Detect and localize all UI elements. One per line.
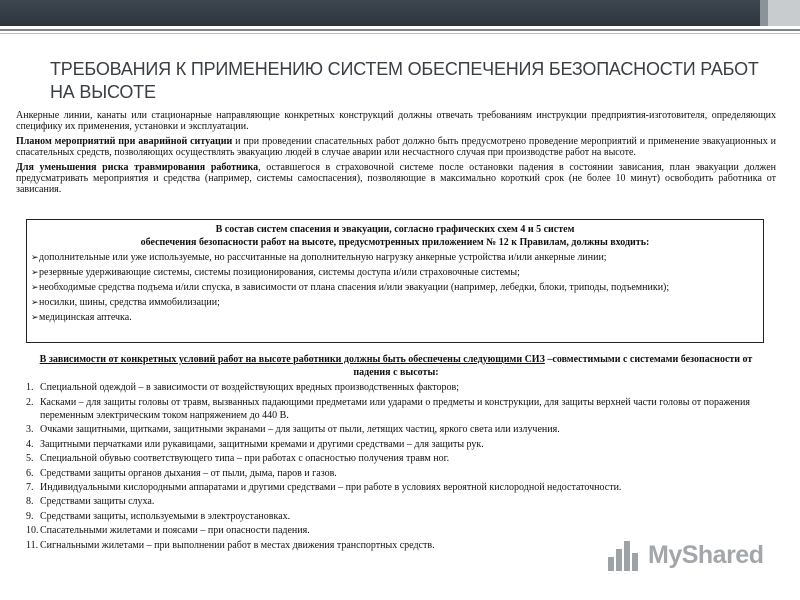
list-item-text: медицинская аптечка. bbox=[39, 312, 132, 323]
list-item-text: необходимые средства подъема и/или спуска, в зависимости от плана спасения и/или эвакуации (например, лебедки, блоки, триподы, подъемники); bbox=[39, 282, 670, 293]
item-number: 1. bbox=[26, 382, 34, 394]
item-number: 4. bbox=[26, 438, 34, 450]
list-item-text: Средствами защиты органов дыхания – от пыли, дыма, паров и газов. bbox=[40, 467, 337, 479]
list-item bbox=[26, 381, 766, 394]
intro-paragraph-2-text: и при проведении спасательных работ должно быть предусмотрено проведение мероприятий и применение эвакуационных и спасательных средств, позволяющих осуществлять эвакуацию людей в случае аварии или несчастного случая при производстве работ на высоте. bbox=[16, 135, 776, 159]
ppe-title-underlined: В зависимости от конкретных условий работ на высоте работники должны быть обеспечены следующими СИЗ bbox=[39, 354, 545, 365]
decorative-rule bbox=[0, 29, 800, 31]
list-item-text: дополнительные или уже используемые, но рассчитанные на дополнительную нагрузку анкерные устройства и/или анкерные линии; bbox=[39, 252, 607, 263]
intro-paragraph-1: Анкерные линии, канаты или стационарные направляющие конкретных конструкций должны отвечать требованиям инструкции предприятия-изготовителя, определяющих специфику их применения, установки и эксплуатации. bbox=[16, 110, 776, 133]
list-item-text: Сигнальными жилетами – при выполнении работ в местах движения транспортных средств. bbox=[40, 539, 435, 551]
arrow-bullet-icon: ➢ bbox=[31, 267, 39, 277]
list-item bbox=[26, 495, 766, 508]
intro-paragraph-2 bbox=[16, 136, 776, 159]
item-number: 11. bbox=[26, 539, 39, 551]
header-accent-tab bbox=[760, 0, 800, 26]
slide-title: ТРЕБОВАНИЯ К ПРИМЕНЕНИЮ СИСТЕМ ОБЕСПЕЧЕНИЯ БЕЗОПАСНОСТИ РАБОТ НА ВЫСОТЕ bbox=[50, 59, 759, 102]
list-item-text: Индивидуальными кислородными аппаратами и другими средствами – при работе в условиях вероятной кислородной недостаточности. bbox=[40, 481, 622, 493]
ppe-list bbox=[26, 381, 766, 551]
list-item bbox=[31, 311, 759, 324]
intro-paragraph-3-lead: Для уменьшения риска травмирования работника bbox=[16, 161, 259, 173]
list-item bbox=[26, 467, 766, 480]
list-item-text: резервные удерживающие системы, системы позиционирования, системы доступа и/или страховочные системы; bbox=[39, 267, 520, 278]
item-number: 9. bbox=[26, 510, 34, 522]
list-item-text: Специальной одеждой – в зависимости от воздействующих вредных производственных факторов; bbox=[40, 382, 459, 394]
box-title-line-2: обеспечения безопасности работ на высоте, предусмотренных приложением № 12 к Правилам, должны входить: bbox=[140, 237, 650, 248]
item-number: 7. bbox=[26, 481, 34, 493]
list-item bbox=[26, 510, 766, 523]
decorative-rule-thin bbox=[0, 33, 800, 34]
item-number: 5. bbox=[26, 453, 34, 465]
list-item-text: Касками – для защиты головы от травм, вызванных падающими предметами или ударами о предметы и конструкции, для защиты верхней части головы от поражения переменным электрическим током напряжением до 440 В. bbox=[40, 396, 750, 421]
list-item bbox=[26, 481, 766, 494]
item-number: 2. bbox=[26, 396, 34, 408]
bar-chart-icon bbox=[606, 539, 642, 571]
box-title-line-1: В состав систем спасения и эвакуации, согласно графических схем 4 и 5 систем bbox=[215, 224, 575, 235]
intro-paragraph-3 bbox=[16, 162, 776, 196]
intro-paragraph-2-lead: Планом мероприятий при аварийной ситуации bbox=[16, 135, 233, 147]
arrow-bullet-icon: ➢ bbox=[31, 312, 39, 322]
list-item bbox=[26, 438, 766, 451]
list-item-text: Средствами защиты, используемыми в электроустановках. bbox=[40, 510, 291, 522]
list-item-text: Очками защитными, щитками, защитными экранами – для защиты от пыли, летящих частиц, яркого света или излучения. bbox=[40, 424, 560, 436]
arrow-bullet-icon: ➢ bbox=[31, 282, 39, 292]
list-item-text: Средствами защиты слуха. bbox=[40, 496, 155, 508]
list-item bbox=[31, 281, 759, 294]
item-number: 10. bbox=[26, 525, 39, 537]
list-item-text: носилки, шины, средства иммобилизации; bbox=[39, 297, 220, 308]
ppe-title bbox=[26, 353, 766, 379]
list-item bbox=[31, 296, 759, 309]
myshared-logo[interactable] bbox=[606, 535, 771, 575]
list-item-text: Спасательными жилетами и поясами – при опасности падения. bbox=[40, 525, 310, 537]
arrow-bullet-icon: ➢ bbox=[31, 252, 39, 262]
item-number: 3. bbox=[26, 424, 34, 436]
rescue-systems-list bbox=[31, 251, 759, 324]
intro-paragraph-3-text: , оставшегося в страховочной системе после остановки падения в состоянии зависания, план эвакуации должен предусматривать мероприятия и средства (например, системы самоспасения), позволяющие в максимально короткий срок (не более 10 минут) освободить работника от зависания. bbox=[16, 161, 776, 196]
arrow-bullet-icon: ➢ bbox=[31, 297, 39, 307]
rescue-systems-box bbox=[26, 219, 764, 343]
ppe-title-rest: –совместимыми с системами безопасности от падения с высоты: bbox=[353, 354, 753, 379]
list-item bbox=[26, 396, 766, 422]
list-item bbox=[26, 423, 766, 436]
header-band bbox=[0, 0, 800, 26]
list-item-text: Специальной обувью соответствующего типа – при работах с опасностью получения травм ног. bbox=[40, 453, 450, 465]
list-item bbox=[26, 452, 766, 465]
intro-section bbox=[16, 110, 776, 199]
list-item bbox=[31, 251, 759, 264]
list-item bbox=[31, 266, 759, 279]
list-item-text: Защитными перчатками или рукавицами, защитными кремами и другими средствами – для защиты рук. bbox=[40, 438, 484, 450]
logo-text: MyShared bbox=[648, 540, 764, 569]
item-number: 6. bbox=[26, 467, 34, 479]
item-number: 8. bbox=[26, 496, 34, 508]
ppe-section bbox=[26, 353, 766, 553]
